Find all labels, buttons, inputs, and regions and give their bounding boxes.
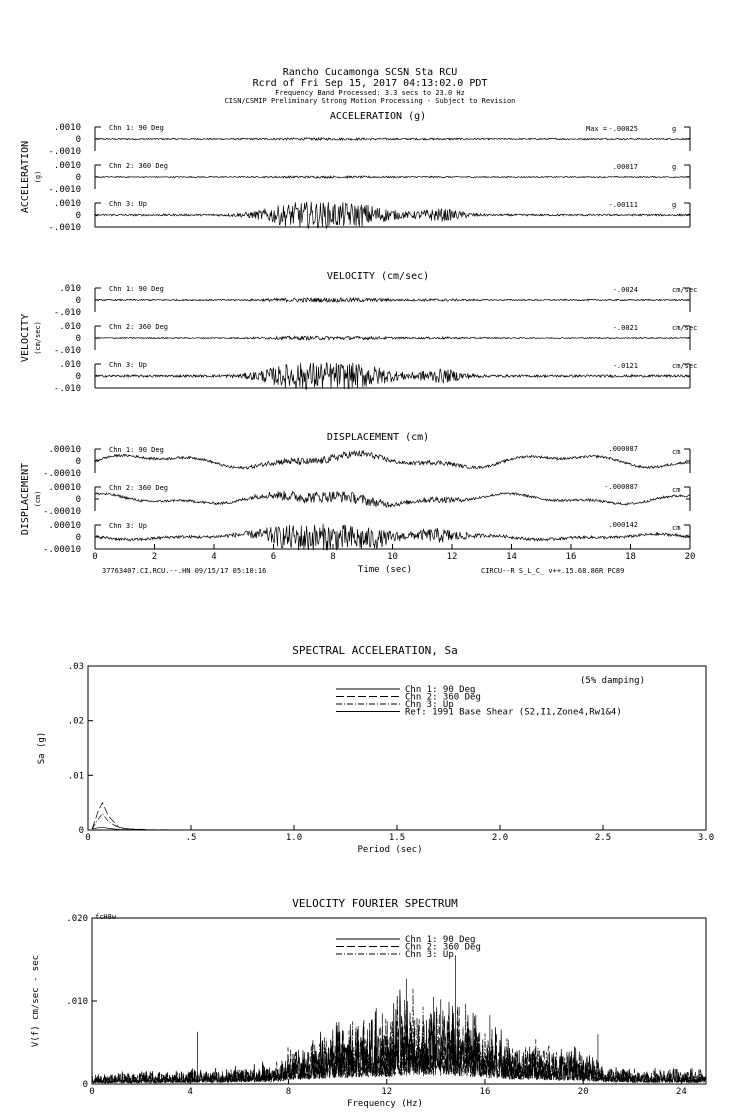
- channel-waveform: [95, 298, 690, 303]
- fourier-spectrum-chart: [31, 897, 706, 1109]
- channel-name: Chn 1: 90 Deg: [109, 446, 164, 454]
- channel-waveform: [95, 176, 690, 178]
- x-tick-label: 0: [89, 1087, 95, 1097]
- y-tick-label: .010: [66, 997, 88, 1007]
- y-tick-label: .020: [66, 914, 88, 924]
- chart-title: SPECTRAL ACCELERATION, Sa: [292, 644, 458, 657]
- channel-waveform: [95, 491, 690, 507]
- x-tick-label: 4: [187, 1087, 193, 1097]
- channel-zero-label: 0: [75, 296, 81, 306]
- time-tick-label: 20: [684, 552, 696, 562]
- corner-label: fcH8w: [95, 913, 117, 921]
- channel-bottom-label: -.010: [53, 384, 81, 394]
- channel-name: Chn 1: 90 Deg: [109, 285, 164, 293]
- channel-trace-group: [43, 483, 690, 517]
- channel-bottom-label: -.00010: [43, 507, 81, 517]
- channel-max-unit: g: [672, 125, 677, 133]
- header-station: Rancho Cucamonga SCSN Sta RCU: [282, 67, 458, 78]
- channel-name: Chn 3: Up: [109, 522, 147, 530]
- panel-side-unit: (g): [34, 170, 42, 184]
- channel-zero-label: 0: [75, 173, 81, 183]
- channel-trace-group: [48, 123, 690, 157]
- legend-label: Chn 1: 90 Deg: [405, 685, 476, 695]
- channel-top-label: .00010: [48, 445, 81, 455]
- panel-velocity: [20, 271, 697, 394]
- time-tick-label: 2: [151, 552, 158, 562]
- footer-processing-id: CIRCU--R S_L_C_ v++.15.68.86R PC89: [481, 567, 625, 575]
- channel-top-label: .0010: [53, 199, 81, 209]
- channel-trace-group: [54, 322, 697, 356]
- header-record-time: Rcrd of Fri Sep 15, 2017 04:13:02.0 PDT: [252, 78, 488, 89]
- panel-title: ACCELERATION (g): [329, 111, 427, 122]
- channel-waveform: [95, 336, 690, 340]
- channel-name: Chn 3: Up: [109, 200, 147, 208]
- x-tick-label: .5: [185, 833, 197, 843]
- channel-top-label: .0010: [53, 123, 81, 133]
- legend-label: Chn 2: 360 Deg: [405, 692, 481, 703]
- time-tick-label: 16: [565, 552, 577, 562]
- x-tick-label: 12: [381, 1087, 393, 1097]
- channel-name: Chn 1: 90 Deg: [109, 124, 164, 132]
- channel-waveform: [95, 451, 690, 470]
- channel-max-value: -.00111: [608, 201, 638, 209]
- channel-bottom-label: -.010: [53, 346, 81, 356]
- panel-displacement: [20, 432, 690, 555]
- time-series-panels: [20, 111, 697, 575]
- damping-annotation: (5% damping): [580, 676, 646, 686]
- x-tick-label: 1.0: [285, 833, 303, 843]
- channel-top-label: .010: [59, 322, 81, 332]
- channel-trace-group: [48, 199, 690, 233]
- panel-side-label: ACCELERATION: [20, 140, 31, 214]
- channel-top-label: .0010: [53, 161, 81, 171]
- x-tick-label: 3.0: [697, 833, 715, 843]
- chart-title: VELOCITY FOURIER SPECTRUM: [292, 897, 458, 910]
- time-tick-label: 8: [330, 552, 336, 562]
- channel-name: Chn 3: Up: [109, 361, 147, 369]
- channel-max-value: -.0024: [612, 286, 638, 294]
- time-tick-label: 0: [92, 552, 98, 562]
- channel-max-value: -.000087: [604, 483, 638, 491]
- time-tick-label: 4: [211, 552, 217, 562]
- x-axis-label: Frequency (Hz): [347, 1099, 423, 1109]
- legend-label: Ref: 1991 Base Shear (S2,I1,Zone4,Rw1&4): [405, 707, 622, 718]
- channel-max-value: -.0121: [612, 362, 638, 370]
- channel-bottom-label: -.0010: [48, 147, 81, 157]
- channel-zero-label: 0: [75, 135, 81, 145]
- max-label: Max =: [586, 125, 608, 133]
- legend-label: Chn 3: Up: [405, 700, 454, 710]
- channel-name: Chn 2: 360 Deg: [109, 323, 169, 331]
- y-tick-label: .02: [67, 716, 84, 727]
- y-axis-label: Sa (g): [37, 731, 47, 765]
- x-tick-label: 2.0: [491, 833, 509, 843]
- channel-zero-label: 0: [75, 211, 81, 221]
- time-tick-label: 12: [446, 552, 458, 562]
- x-axis-label: Period (sec): [357, 845, 423, 855]
- panel-title: DISPLACEMENT (cm): [326, 432, 430, 443]
- x-tick-label: 2.5: [594, 833, 612, 843]
- channel-trace-group: [43, 445, 690, 479]
- panel-side-unit: (cm): [34, 490, 42, 508]
- x-tick-label: 8: [285, 1087, 292, 1097]
- legend-label: Chn 1: 90 Deg: [405, 935, 476, 945]
- time-tick-label: 6: [270, 552, 277, 562]
- channel-top-label: .00010: [48, 483, 81, 493]
- channel-top-label: .010: [59, 284, 81, 294]
- channel-max-unit: cm: [672, 486, 681, 494]
- legend-label: Chn 2: 360 Deg: [405, 942, 481, 953]
- channel-zero-label: 0: [75, 334, 81, 344]
- channel-waveform: [95, 363, 690, 389]
- x-tick-label: 1.5: [388, 833, 406, 843]
- channel-trace-group: [54, 284, 697, 318]
- y-axis-label: V(f) cm/sec - sec: [31, 954, 41, 1048]
- x-tick-label: 24: [676, 1087, 687, 1097]
- time-tick-label: 10: [387, 552, 398, 562]
- y-tick-label: 0: [78, 826, 84, 836]
- channel-trace-group: [54, 360, 697, 394]
- channel-max-value: -.00025: [608, 125, 638, 133]
- channel-top-label: .010: [59, 360, 81, 370]
- panel-side-label: DISPLACEMENT: [20, 462, 31, 536]
- report-header: [225, 67, 516, 105]
- time-tick-label: 14: [506, 552, 517, 562]
- panel-side-label: VELOCITY: [20, 313, 31, 363]
- channel-bottom-label: -.00010: [43, 469, 81, 479]
- channel-trace-group: [43, 521, 690, 555]
- channel-max-unit: g: [672, 201, 677, 209]
- channel-max-unit: cm/sec: [672, 362, 698, 370]
- channel-bottom-label: -.00010: [43, 545, 81, 555]
- channel-max-value: .000087: [608, 445, 638, 453]
- time-tick-label: 18: [625, 552, 636, 562]
- channel-max-value: .000142: [608, 521, 638, 529]
- y-tick-label: .01: [67, 771, 84, 782]
- channel-max-unit: cm: [672, 448, 681, 456]
- channel-name: Chn 2: 360 Deg: [109, 162, 169, 170]
- channel-trace-group: [48, 161, 690, 195]
- spectral-acceleration-chart: [37, 644, 714, 855]
- channel-waveform: [95, 138, 690, 140]
- channel-zero-label: 0: [75, 457, 81, 467]
- channel-bottom-label: -.0010: [48, 223, 81, 233]
- channel-max-unit: g: [672, 163, 677, 171]
- channel-max-unit: cm/sec: [672, 286, 698, 294]
- channel-max-value: .00017: [612, 163, 638, 171]
- plot-frame: [88, 666, 706, 830]
- channel-zero-label: 0: [75, 372, 81, 382]
- channel-max-unit: cm: [672, 524, 681, 532]
- channel-max-value: -.0021: [612, 324, 638, 332]
- sa-series-line: [92, 803, 356, 830]
- channel-top-label: .00010: [48, 521, 81, 531]
- y-tick-label: .03: [67, 662, 84, 672]
- panel-acceleration: [20, 111, 690, 233]
- sa-series-line: [92, 814, 356, 830]
- x-tick-label: 20: [577, 1087, 589, 1097]
- channel-max-unit: cm/sec: [672, 324, 698, 332]
- channel-bottom-label: -.0010: [48, 185, 81, 195]
- channel-waveform: [95, 202, 690, 228]
- channel-name: Chn 2: 360 Deg: [109, 484, 169, 492]
- panel-side-unit: (cm/sec): [34, 321, 42, 355]
- y-tick-label: 0: [82, 1080, 88, 1090]
- header-frequency-band: Frequency Band Processed: 3.3 secs to 23.0 Hz: [275, 89, 465, 97]
- time-axis-label: Time (sec): [357, 565, 413, 575]
- legend-label: Chn 3: Up: [405, 950, 454, 960]
- channel-bottom-label: -.010: [53, 308, 81, 318]
- channel-zero-label: 0: [75, 533, 81, 543]
- panel-title: VELOCITY (cm/sec): [326, 271, 430, 282]
- footer-record-id: 37763407.CI.RCU.--.HN 09/15/17 05:10:16: [102, 567, 267, 575]
- channel-zero-label: 0: [75, 495, 81, 505]
- x-tick-label: 0: [85, 833, 91, 843]
- header-processing-note: CISN/CSMIP Preliminary Strong Motion Processing - Subject to Revision: [224, 97, 516, 105]
- x-tick-label: 16: [479, 1087, 491, 1097]
